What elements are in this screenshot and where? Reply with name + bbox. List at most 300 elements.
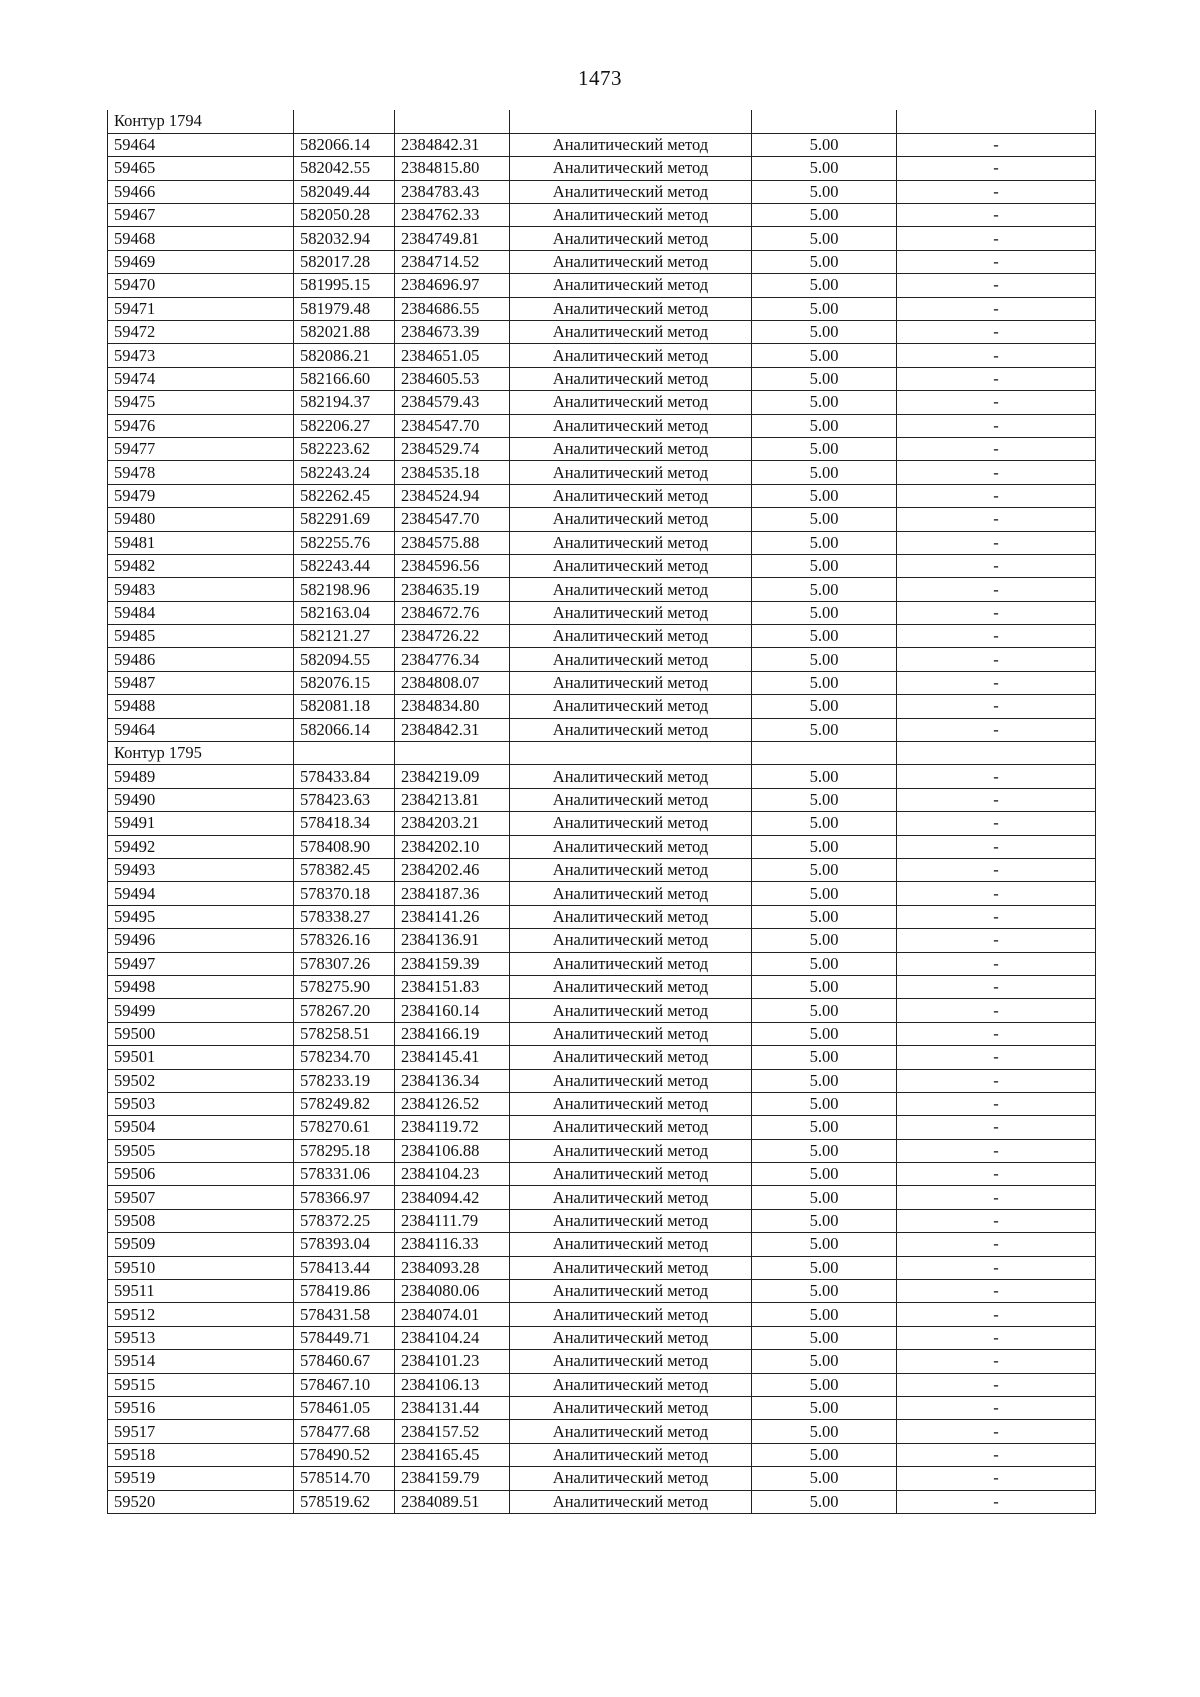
y-coordinate-cell: 2384080.06 [395,1280,510,1303]
accuracy-cell: 5.00 [752,1350,897,1373]
accuracy-cell: 5.00 [752,1490,897,1513]
point-number-cell: 59510 [108,1256,294,1279]
x-coordinate-cell: 578270.61 [294,1116,395,1139]
note-cell: - [897,1046,1096,1069]
note-cell: - [897,508,1096,531]
table-row [108,765,1096,788]
table-row [108,321,1096,344]
empty-cell [294,742,395,765]
accuracy-cell: 5.00 [752,1373,897,1396]
accuracy-cell: 5.00 [752,1022,897,1045]
x-coordinate-cell: 578233.19 [294,1069,395,1092]
x-coordinate-cell: 582017.28 [294,250,395,273]
method-cell: Аналитический метод [510,367,752,390]
note-cell: - [897,1326,1096,1349]
method-cell: Аналитический метод [510,250,752,273]
point-number-cell: 59479 [108,484,294,507]
note-cell: - [897,578,1096,601]
note-cell: - [897,1350,1096,1373]
point-number-cell: 59485 [108,625,294,648]
y-coordinate-cell: 2384714.52 [395,250,510,273]
note-cell: - [897,1256,1096,1279]
y-coordinate-cell: 2384672.76 [395,601,510,624]
accuracy-cell: 5.00 [752,929,897,952]
accuracy-cell: 5.00 [752,788,897,811]
point-number-cell: 59464 [108,133,294,156]
accuracy-cell: 5.00 [752,414,897,437]
table-row [108,297,1096,320]
accuracy-cell: 5.00 [752,648,897,671]
x-coordinate-cell: 582049.44 [294,180,395,203]
point-number-cell: 59473 [108,344,294,367]
point-number-cell: 59489 [108,765,294,788]
point-number-cell: 59516 [108,1396,294,1419]
accuracy-cell: 5.00 [752,578,897,601]
accuracy-cell: 5.00 [752,157,897,180]
point-number-cell: 59505 [108,1139,294,1162]
y-coordinate-cell: 2384783.43 [395,180,510,203]
y-coordinate-cell: 2384160.14 [395,999,510,1022]
x-coordinate-cell: 578460.67 [294,1350,395,1373]
table-row [108,274,1096,297]
accuracy-cell: 5.00 [752,1280,897,1303]
point-number-cell: 59480 [108,508,294,531]
y-coordinate-cell: 2384159.39 [395,952,510,975]
note-cell: - [897,1490,1096,1513]
method-cell: Аналитический метод [510,1396,752,1419]
x-coordinate-cell: 578408.90 [294,835,395,858]
method-cell: Аналитический метод [510,1373,752,1396]
table-row [108,531,1096,554]
empty-cell [752,742,897,765]
y-coordinate-cell: 2384605.53 [395,367,510,390]
x-coordinate-cell: 582223.62 [294,437,395,460]
note-cell: - [897,180,1096,203]
method-cell: Аналитический метод [510,204,752,227]
x-coordinate-cell: 582050.28 [294,204,395,227]
accuracy-cell: 5.00 [752,321,897,344]
x-coordinate-cell: 582042.55 [294,157,395,180]
note-cell: - [897,1139,1096,1162]
empty-cell [510,742,752,765]
table-row [108,484,1096,507]
method-cell: Аналитический метод [510,414,752,437]
note-cell: - [897,321,1096,344]
y-coordinate-cell: 2384842.31 [395,718,510,741]
method-cell: Аналитический метод [510,718,752,741]
method-cell: Аналитический метод [510,859,752,882]
note-cell: - [897,1069,1096,1092]
accuracy-cell: 5.00 [752,437,897,460]
method-cell: Аналитический метод [510,952,752,975]
note-cell: - [897,1209,1096,1232]
accuracy-cell: 5.00 [752,1467,897,1490]
method-cell: Аналитический метод [510,1326,752,1349]
table-row [108,578,1096,601]
x-coordinate-cell: 581979.48 [294,297,395,320]
method-cell: Аналитический метод [510,999,752,1022]
point-number-cell: 59501 [108,1046,294,1069]
section-header-row [108,110,1096,133]
accuracy-cell: 5.00 [752,1069,897,1092]
table-row [108,625,1096,648]
x-coordinate-cell: 582094.55 [294,648,395,671]
x-coordinate-cell: 582081.18 [294,695,395,718]
method-cell: Аналитический метод [510,297,752,320]
x-coordinate-cell: 582243.24 [294,461,395,484]
table-row [108,671,1096,694]
method-cell: Аналитический метод [510,648,752,671]
note-cell: - [897,484,1096,507]
note-cell: - [897,1022,1096,1045]
accuracy-cell: 5.00 [752,484,897,507]
table-row [108,1163,1096,1186]
note-cell: - [897,1280,1096,1303]
table-row [108,508,1096,531]
table-row [108,1233,1096,1256]
section-title: Контур 1794 [108,110,294,133]
table-row [108,929,1096,952]
y-coordinate-cell: 2384696.97 [395,274,510,297]
y-coordinate-cell: 2384213.81 [395,788,510,811]
method-cell: Аналитический метод [510,788,752,811]
y-coordinate-cell: 2384686.55 [395,297,510,320]
point-number-cell: 59499 [108,999,294,1022]
accuracy-cell: 5.00 [752,344,897,367]
point-number-cell: 59519 [108,1467,294,1490]
method-cell: Аналитический метод [510,1139,752,1162]
x-coordinate-cell: 582066.14 [294,718,395,741]
point-number-cell: 59513 [108,1326,294,1349]
empty-cell [510,110,752,133]
note-cell: - [897,1233,1096,1256]
point-number-cell: 59508 [108,1209,294,1232]
table-row [108,157,1096,180]
y-coordinate-cell: 2384834.80 [395,695,510,718]
note-cell: - [897,1396,1096,1419]
method-cell: Аналитический метод [510,554,752,577]
note-cell: - [897,929,1096,952]
x-coordinate-cell: 582243.44 [294,554,395,577]
y-coordinate-cell: 2384202.10 [395,835,510,858]
x-coordinate-cell: 582198.96 [294,578,395,601]
empty-cell [294,110,395,133]
method-cell: Аналитический метод [510,1233,752,1256]
method-cell: Аналитический метод [510,929,752,952]
accuracy-cell: 5.00 [752,975,897,998]
y-coordinate-cell: 2384535.18 [395,461,510,484]
y-coordinate-cell: 2384136.34 [395,1069,510,1092]
table-row [108,812,1096,835]
y-coordinate-cell: 2384547.70 [395,414,510,437]
y-coordinate-cell: 2384635.19 [395,578,510,601]
y-coordinate-cell: 2384101.23 [395,1350,510,1373]
point-number-cell: 59512 [108,1303,294,1326]
table-row [108,391,1096,414]
x-coordinate-cell: 578331.06 [294,1163,395,1186]
note-cell: - [897,905,1096,928]
x-coordinate-cell: 582291.69 [294,508,395,531]
method-cell: Аналитический метод [510,1186,752,1209]
x-coordinate-cell: 578382.45 [294,859,395,882]
method-cell: Аналитический метод [510,344,752,367]
y-coordinate-cell: 2384673.39 [395,321,510,344]
table-row [108,437,1096,460]
method-cell: Аналитический метод [510,1420,752,1443]
method-cell: Аналитический метод [510,1280,752,1303]
method-cell: Аналитический метод [510,1256,752,1279]
method-cell: Аналитический метод [510,671,752,694]
y-coordinate-cell: 2384094.42 [395,1186,510,1209]
y-coordinate-cell: 2384074.01 [395,1303,510,1326]
accuracy-cell: 5.00 [752,999,897,1022]
x-coordinate-cell: 578490.52 [294,1443,395,1466]
x-coordinate-cell: 582206.27 [294,414,395,437]
x-coordinate-cell: 578372.25 [294,1209,395,1232]
method-cell: Аналитический метод [510,1350,752,1373]
point-number-cell: 59515 [108,1373,294,1396]
page-number: 1473 [578,66,622,90]
x-coordinate-cell: 578338.27 [294,905,395,928]
accuracy-cell: 5.00 [752,882,897,905]
point-number-cell: 59514 [108,1350,294,1373]
point-number-cell: 59500 [108,1022,294,1045]
accuracy-cell: 5.00 [752,180,897,203]
x-coordinate-cell: 578477.68 [294,1420,395,1443]
point-number-cell: 59495 [108,905,294,928]
y-coordinate-cell: 2384106.88 [395,1139,510,1162]
point-number-cell: 59494 [108,882,294,905]
method-cell: Аналитический метод [510,1163,752,1186]
x-coordinate-cell: 578419.86 [294,1280,395,1303]
accuracy-cell: 5.00 [752,531,897,554]
y-coordinate-cell: 2384126.52 [395,1092,510,1115]
point-number-cell: 59487 [108,671,294,694]
table-row [108,367,1096,390]
y-coordinate-cell: 2384093.28 [395,1256,510,1279]
table-row [108,1280,1096,1303]
x-coordinate-cell: 582121.27 [294,625,395,648]
point-number-cell: 59481 [108,531,294,554]
accuracy-cell: 5.00 [752,695,897,718]
note-cell: - [897,531,1096,554]
note-cell: - [897,1443,1096,1466]
x-coordinate-cell: 578370.18 [294,882,395,905]
point-number-cell: 59517 [108,1420,294,1443]
accuracy-cell: 5.00 [752,952,897,975]
x-coordinate-cell: 578307.26 [294,952,395,975]
table-row [108,999,1096,1022]
accuracy-cell: 5.00 [752,1186,897,1209]
accuracy-cell: 5.00 [752,1139,897,1162]
method-cell: Аналитический метод [510,321,752,344]
y-coordinate-cell: 2384776.34 [395,648,510,671]
note-cell: - [897,1186,1096,1209]
x-coordinate-cell: 578519.62 [294,1490,395,1513]
y-coordinate-cell: 2384547.70 [395,508,510,531]
method-cell: Аналитический метод [510,695,752,718]
table-row [108,975,1096,998]
accuracy-cell: 5.00 [752,765,897,788]
x-coordinate-cell: 582163.04 [294,601,395,624]
note-cell: - [897,695,1096,718]
method-cell: Аналитический метод [510,1443,752,1466]
accuracy-cell: 5.00 [752,1116,897,1139]
empty-cell [897,110,1096,133]
accuracy-cell: 5.00 [752,1303,897,1326]
empty-cell [752,110,897,133]
accuracy-cell: 5.00 [752,835,897,858]
note-cell: - [897,250,1096,273]
point-number-cell: 59476 [108,414,294,437]
y-coordinate-cell: 2384726.22 [395,625,510,648]
note-cell: - [897,367,1096,390]
x-coordinate-cell: 578393.04 [294,1233,395,1256]
note-cell: - [897,788,1096,811]
table-row [108,1467,1096,1490]
method-cell: Аналитический метод [510,1116,752,1139]
point-number-cell: 59502 [108,1069,294,1092]
method-cell: Аналитический метод [510,508,752,531]
point-number-cell: 59478 [108,461,294,484]
x-coordinate-cell: 578249.82 [294,1092,395,1115]
point-number-cell: 59483 [108,578,294,601]
point-number-cell: 59503 [108,1092,294,1115]
point-number-cell: 59492 [108,835,294,858]
x-coordinate-cell: 578433.84 [294,765,395,788]
accuracy-cell: 5.00 [752,1326,897,1349]
empty-cell [395,742,510,765]
table-row [108,461,1096,484]
note-cell: - [897,975,1096,998]
y-coordinate-cell: 2384119.72 [395,1116,510,1139]
table-row [108,1139,1096,1162]
note-cell: - [897,1420,1096,1443]
table-row [108,1396,1096,1419]
table-row [108,227,1096,250]
y-coordinate-cell: 2384575.88 [395,531,510,554]
point-number-cell: 59472 [108,321,294,344]
method-cell: Аналитический метод [510,180,752,203]
note-cell: - [897,414,1096,437]
method-cell: Аналитический метод [510,461,752,484]
x-coordinate-cell: 582262.45 [294,484,395,507]
note-cell: - [897,297,1096,320]
note-cell: - [897,204,1096,227]
point-number-cell: 59474 [108,367,294,390]
point-number-cell: 59468 [108,227,294,250]
table-row [108,1490,1096,1513]
method-cell: Аналитический метод [510,133,752,156]
table-row [108,882,1096,905]
table-row [108,1022,1096,1045]
method-cell: Аналитический метод [510,882,752,905]
table-row [108,1046,1096,1069]
table-row [108,344,1096,367]
point-number-cell: 59484 [108,601,294,624]
point-number-cell: 59498 [108,975,294,998]
point-number-cell: 59482 [108,554,294,577]
y-coordinate-cell: 2384651.05 [395,344,510,367]
point-number-cell: 59507 [108,1186,294,1209]
y-coordinate-cell: 2384187.36 [395,882,510,905]
x-coordinate-cell: 582021.88 [294,321,395,344]
method-cell: Аналитический метод [510,578,752,601]
x-coordinate-cell: 578275.90 [294,975,395,998]
y-coordinate-cell: 2384166.19 [395,1022,510,1045]
table-row [108,180,1096,203]
y-coordinate-cell: 2384111.79 [395,1209,510,1232]
accuracy-cell: 5.00 [752,1443,897,1466]
note-cell: - [897,133,1096,156]
y-coordinate-cell: 2384202.46 [395,859,510,882]
x-coordinate-cell: 578431.58 [294,1303,395,1326]
y-coordinate-cell: 2384106.13 [395,1373,510,1396]
method-cell: Аналитический метод [510,1046,752,1069]
x-coordinate-cell: 578234.70 [294,1046,395,1069]
table-row [108,1303,1096,1326]
note-cell: - [897,1467,1096,1490]
point-number-cell: 59465 [108,157,294,180]
note-cell: - [897,625,1096,648]
note-cell: - [897,437,1096,460]
note-cell: - [897,1163,1096,1186]
note-cell: - [897,1373,1096,1396]
point-number-cell: 59469 [108,250,294,273]
point-number-cell: 59466 [108,180,294,203]
note-cell: - [897,999,1096,1022]
accuracy-cell: 5.00 [752,812,897,835]
empty-cell [395,110,510,133]
x-coordinate-cell: 582166.60 [294,367,395,390]
accuracy-cell: 5.00 [752,367,897,390]
table-row [108,414,1096,437]
point-number-cell: 59464 [108,718,294,741]
point-number-cell: 59493 [108,859,294,882]
x-coordinate-cell: 578418.34 [294,812,395,835]
accuracy-cell: 5.00 [752,718,897,741]
point-number-cell: 59467 [108,204,294,227]
y-coordinate-cell: 2384596.56 [395,554,510,577]
table-row [108,1092,1096,1115]
method-cell: Аналитический метод [510,975,752,998]
method-cell: Аналитический метод [510,1022,752,1045]
note-cell: - [897,554,1096,577]
x-coordinate-cell: 578326.16 [294,929,395,952]
x-coordinate-cell: 578514.70 [294,1467,395,1490]
point-number-cell: 59491 [108,812,294,835]
point-number-cell: 59488 [108,695,294,718]
x-coordinate-cell: 582076.15 [294,671,395,694]
accuracy-cell: 5.00 [752,274,897,297]
y-coordinate-cell: 2384842.31 [395,133,510,156]
note-cell: - [897,1116,1096,1139]
accuracy-cell: 5.00 [752,297,897,320]
accuracy-cell: 5.00 [752,905,897,928]
accuracy-cell: 5.00 [752,601,897,624]
table-row [108,204,1096,227]
method-cell: Аналитический метод [510,1069,752,1092]
note-cell: - [897,274,1096,297]
y-coordinate-cell: 2384104.24 [395,1326,510,1349]
y-coordinate-cell: 2384151.83 [395,975,510,998]
note-cell: - [897,859,1096,882]
y-coordinate-cell: 2384159.79 [395,1467,510,1490]
accuracy-cell: 5.00 [752,1233,897,1256]
point-number-cell: 59511 [108,1280,294,1303]
empty-cell [897,742,1096,765]
x-coordinate-cell: 582032.94 [294,227,395,250]
